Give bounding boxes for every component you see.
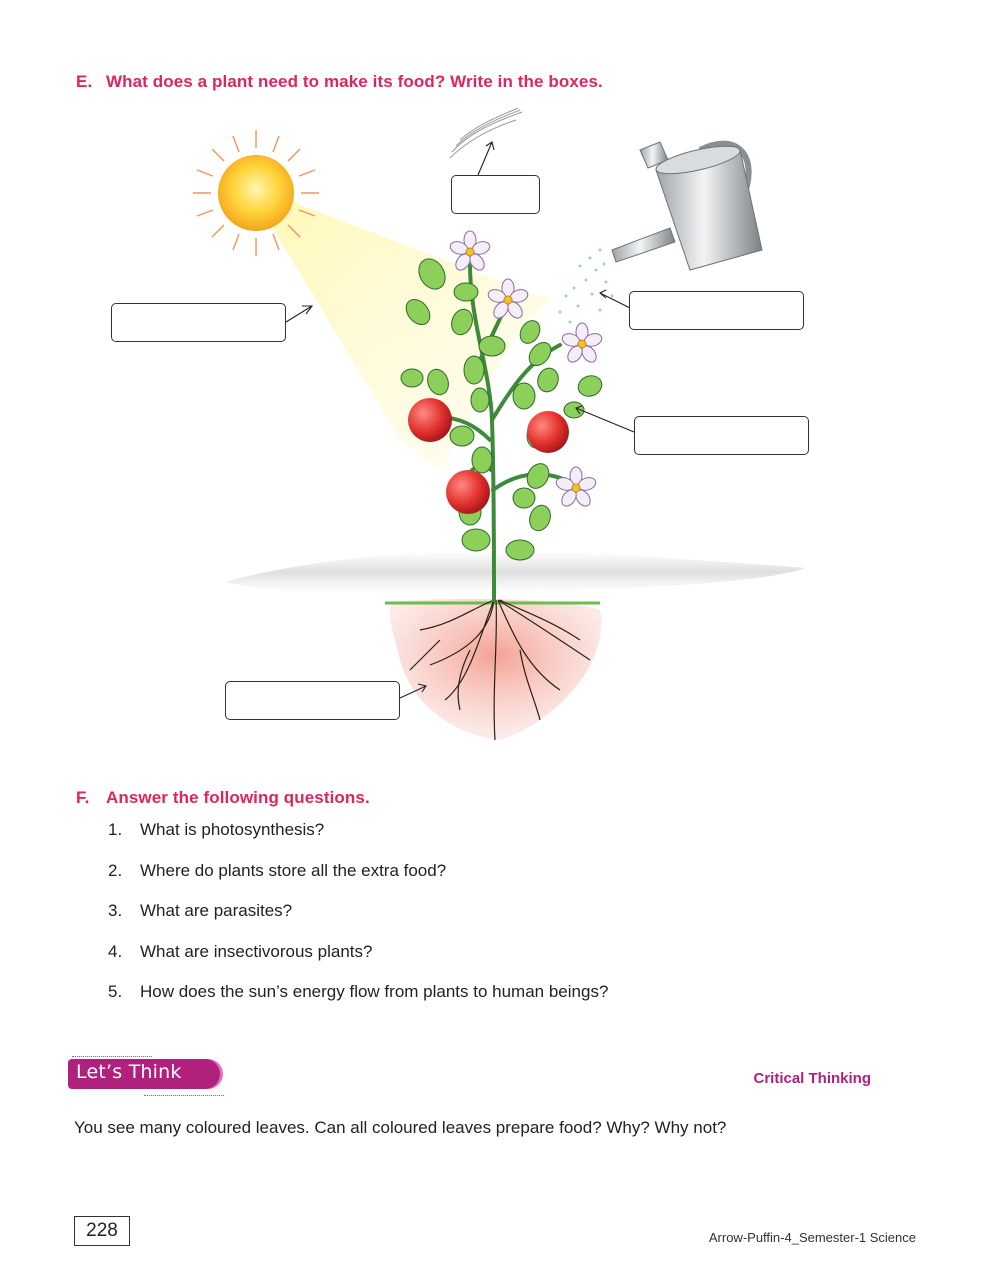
question-number: 5. — [108, 982, 123, 1001]
question-number: 3. — [108, 901, 123, 920]
question-item — [108, 980, 608, 1021]
question-item — [108, 899, 608, 940]
question-list — [108, 818, 608, 1021]
answer-box-water[interactable] — [629, 291, 804, 330]
lets-think-badge — [68, 1056, 226, 1096]
question-number: 1. — [108, 820, 123, 839]
section-e-letter: E. — [76, 72, 93, 91]
badge-dots-bottom — [144, 1095, 224, 1096]
question-text: What are parasites? — [140, 901, 293, 920]
lets-think-label: Let’s Think — [76, 1061, 182, 1083]
question-number: 2. — [108, 860, 123, 880]
section-f-letter: F. — [76, 788, 90, 807]
section-f-instruction: Answer the following questions. — [106, 788, 370, 807]
answer-box-soil[interactable] — [225, 681, 400, 720]
section-e-instruction: What does a plant need to make its food? Write in the boxes. — [106, 72, 603, 91]
question-item — [108, 818, 608, 859]
badge-dots-top — [72, 1056, 152, 1057]
question-item — [108, 859, 608, 900]
page-number: 228 — [74, 1216, 130, 1246]
answer-box-leaves[interactable] — [634, 416, 809, 455]
section-e-heading — [76, 72, 603, 92]
water-drops — [559, 249, 614, 324]
section-f-heading — [76, 788, 370, 808]
question-text: Where do plants store all the extra food? — [140, 860, 447, 880]
question-text: How does the sun’s energy flow from plants to human beings? — [140, 982, 609, 1001]
answer-box-air[interactable] — [451, 175, 540, 214]
critical-thinking-tag: Critical Thinking — [753, 1070, 871, 1087]
question-text: What is photosynthesis? — [140, 820, 325, 839]
lets-think-question: You see many coloured leaves. Can all coloured leaves prepare food? Why? Why not? — [74, 1118, 727, 1137]
answer-box-sunlight[interactable] — [111, 303, 286, 342]
question-item — [108, 940, 608, 981]
footer-book-title: Arrow-Puffin-4_Semester-1 Science — [708, 1230, 916, 1245]
air-icon — [450, 108, 522, 158]
question-text: What are insectivorous plants? — [140, 941, 373, 961]
question-number: 4. — [108, 941, 123, 961]
watering-can-icon — [612, 141, 762, 270]
